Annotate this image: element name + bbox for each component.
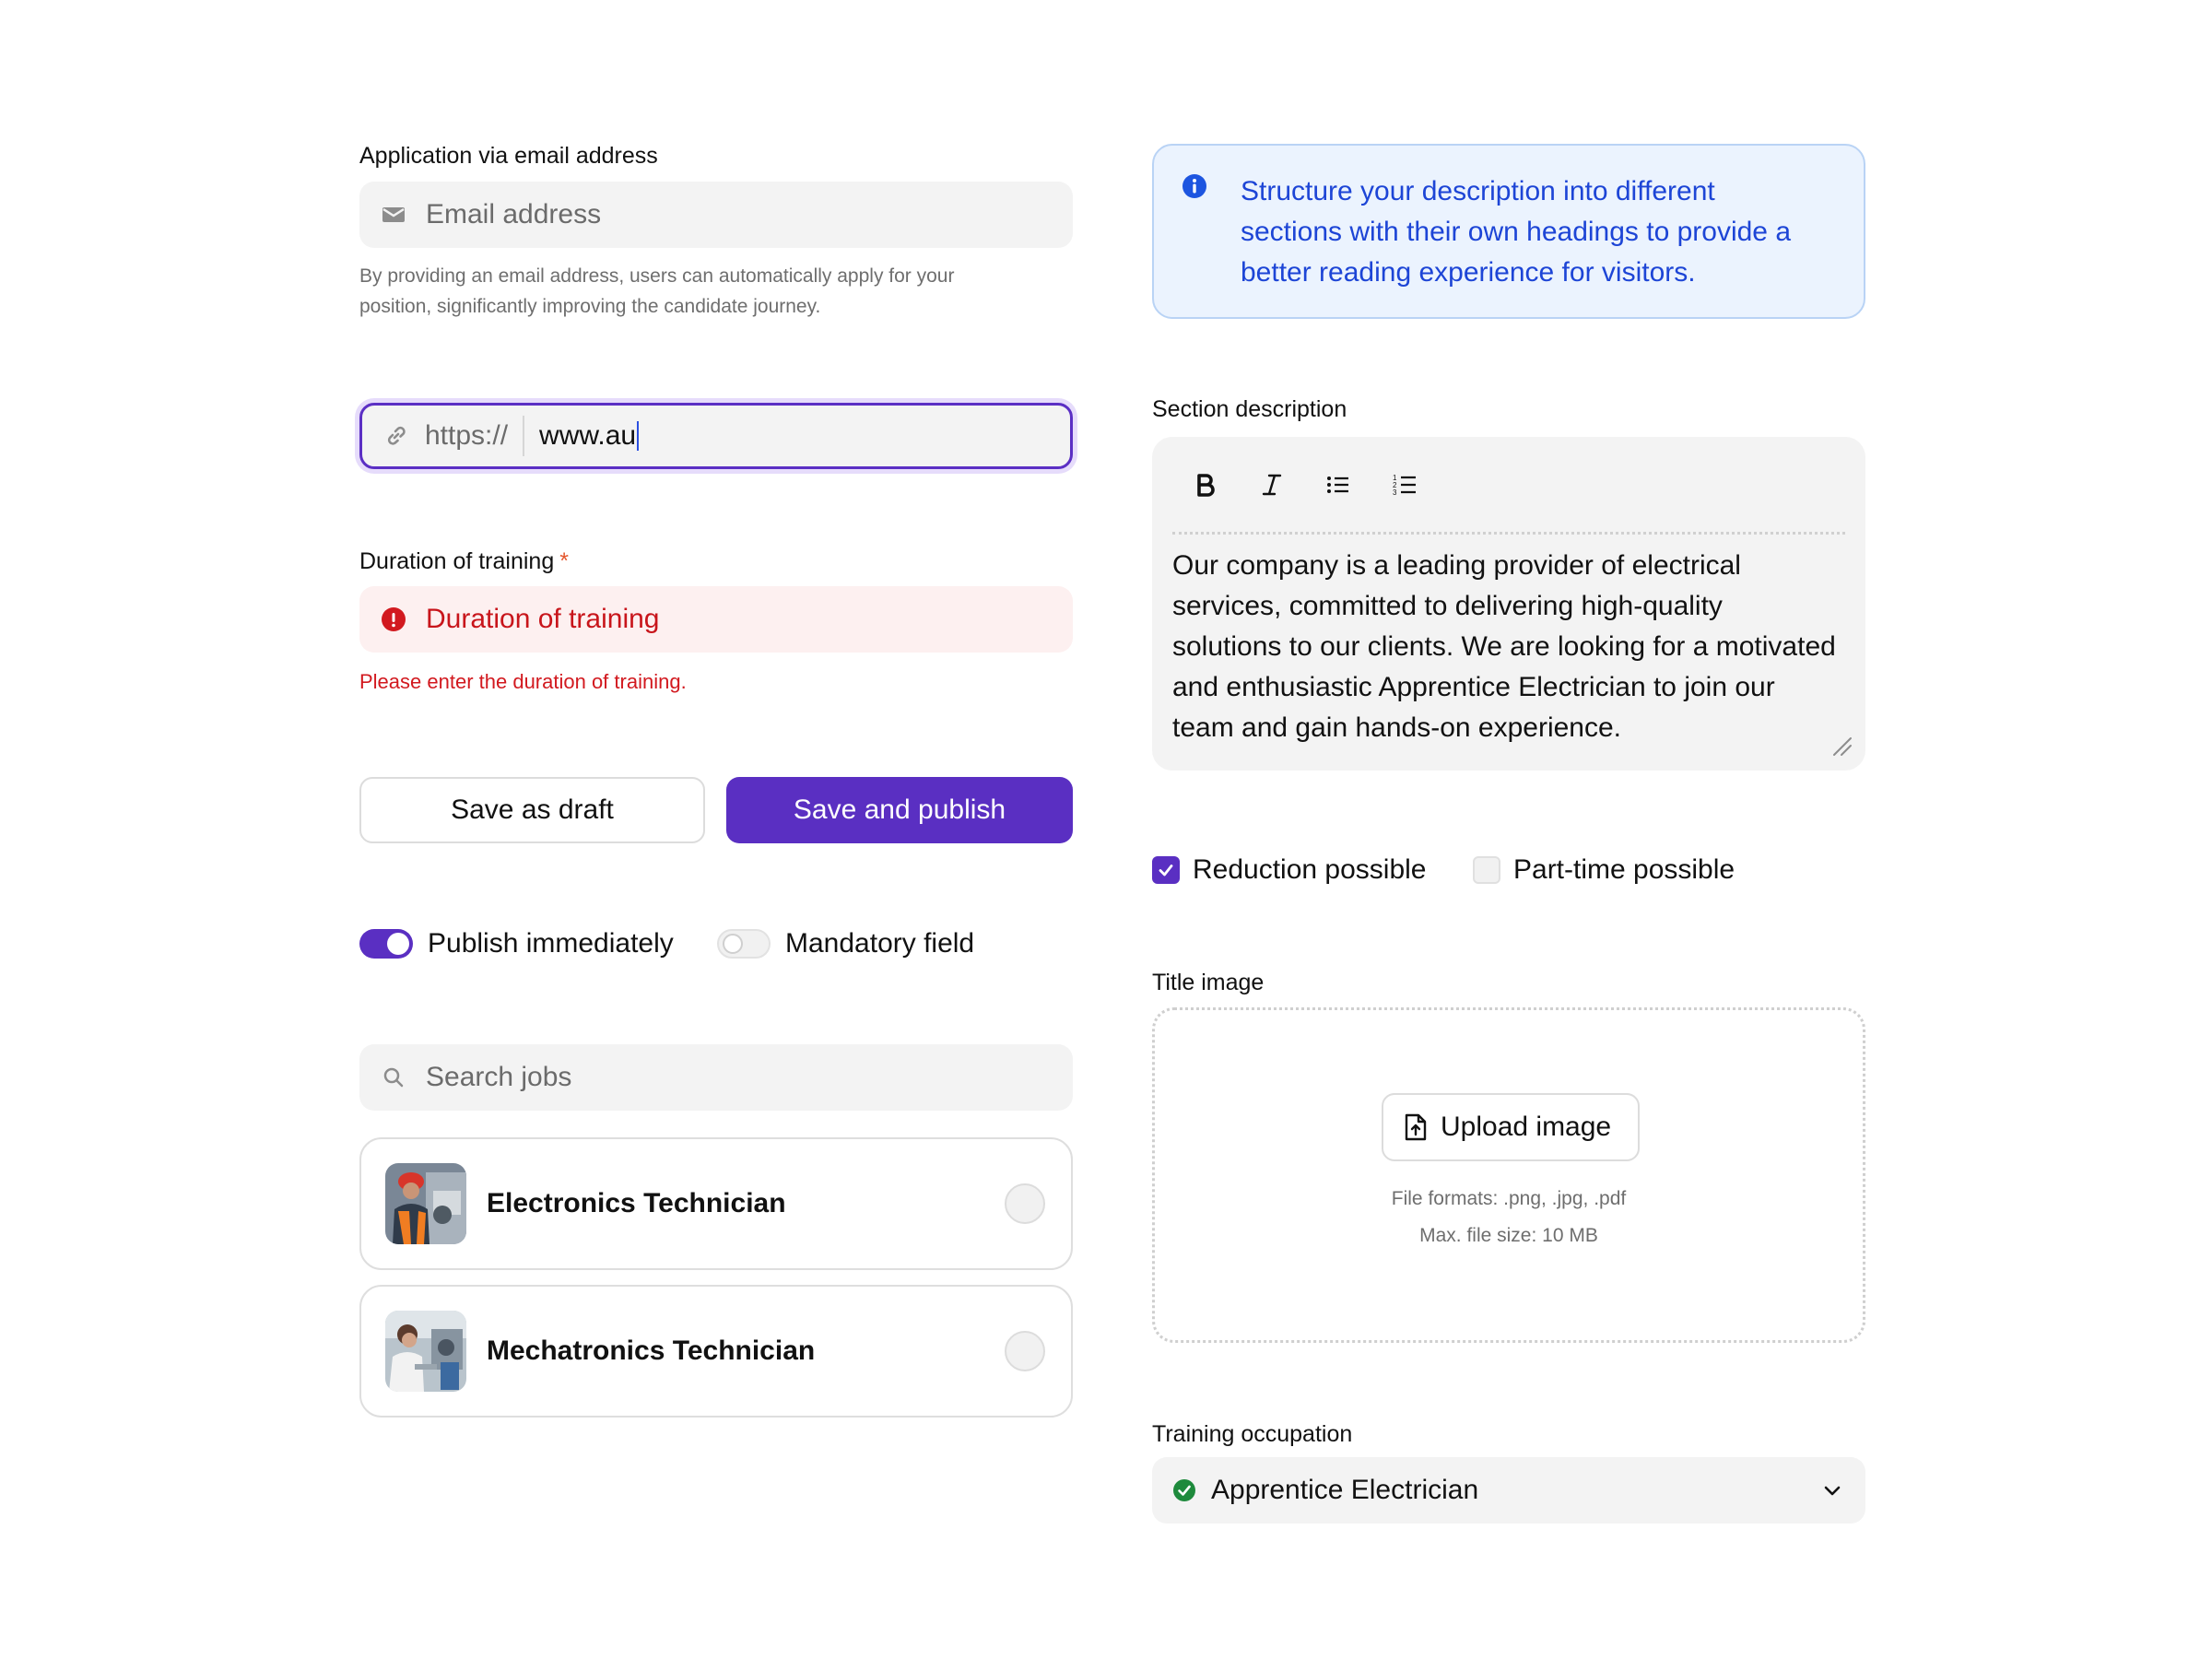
duration-input[interactable] [359, 586, 1073, 653]
save-publish-button[interactable]: Save and publish [726, 777, 1073, 843]
section-description-label: Section description [1152, 396, 1347, 422]
url-value: www.au [524, 420, 639, 452]
job-thumbnail-electronics [385, 1163, 466, 1244]
chevron-down-icon[interactable] [1823, 1484, 1841, 1497]
email-placeholder: Email address [426, 199, 602, 229]
image-dropzone[interactable] [1152, 1007, 1865, 1343]
job-thumbnail-mechatronics [385, 1311, 466, 1392]
bold-icon[interactable] [1172, 465, 1239, 505]
training-occupation-select[interactable] [1152, 1457, 1865, 1524]
reduction-possible-checkbox[interactable]: Reduction possible [1152, 854, 1427, 886]
email-helper-text: By providing an email address, users can automatically apply for your position, significantly improving the candidate journey. [359, 265, 955, 317]
resize-handle-icon[interactable] [1829, 733, 1853, 761]
job-card-electronics[interactable] [359, 1137, 1073, 1270]
numbered-list-icon[interactable] [1371, 465, 1438, 505]
training-occupation-label: Training occupation [1152, 1421, 1353, 1447]
bullet-list-icon[interactable] [1305, 465, 1371, 505]
svg-text:1: 1 [1393, 474, 1397, 482]
mandatory-field-toggle[interactable]: Mandatory field [717, 928, 974, 959]
check-circle-icon [1172, 1478, 1196, 1502]
part-time-possible-checkbox[interactable]: Part-time possible [1473, 854, 1735, 886]
search-icon [380, 1064, 407, 1091]
svg-text:2: 2 [1393, 481, 1397, 489]
save-draft-button[interactable]: Save as draft [359, 777, 705, 843]
editor-toolbar [1172, 465, 1438, 505]
file-upload-icon [1404, 1113, 1428, 1141]
checkbox-unchecked[interactable] [1473, 856, 1500, 884]
max-file-size-text: Max. file size: 10 MB [1419, 1225, 1598, 1246]
search-placeholder: Search jobs [426, 1062, 572, 1092]
info-text: Structure your description into different sections with their own headings to provide a better reading experience for visitors. [1241, 176, 1792, 288]
info-callout [1152, 144, 1865, 319]
duration-label: Duration of training * [359, 548, 569, 574]
job-card-mechatronics[interactable] [359, 1285, 1073, 1418]
toggle-switch-on[interactable] [359, 929, 413, 959]
svg-text:3: 3 [1393, 488, 1397, 497]
info-icon [1182, 173, 1207, 204]
upload-image-button[interactable]: Upload image [1382, 1093, 1640, 1161]
url-prefix: https:// [425, 416, 524, 456]
error-icon [380, 606, 407, 633]
job-select-radio[interactable] [1005, 1331, 1045, 1371]
url-input[interactable] [359, 403, 1073, 469]
required-mark: * [559, 548, 569, 574]
email-input[interactable] [359, 182, 1073, 248]
job-title: Mechatronics Technician [487, 1335, 816, 1366]
title-image-label: Title image [1152, 970, 1265, 995]
duration-placeholder: Duration of training [426, 604, 660, 634]
checkbox-checked[interactable] [1152, 856, 1180, 884]
job-select-radio[interactable] [1005, 1183, 1045, 1224]
text-caret [637, 421, 639, 451]
link-icon [382, 422, 410, 450]
selected-occupation: Apprentice Electrician [1211, 1475, 1479, 1505]
publish-immediately-toggle[interactable]: Publish immediately [359, 928, 674, 959]
italic-icon[interactable] [1239, 465, 1305, 505]
toolbar-divider [1172, 532, 1845, 535]
file-formats-text: File formats: .png, .jpg, .pdf [1391, 1188, 1627, 1209]
toggle-switch-off[interactable] [717, 929, 771, 959]
duration-error-message: Please enter the duration of training. [359, 670, 687, 693]
job-title: Electronics Technician [487, 1188, 786, 1218]
envelope-icon [380, 201, 407, 229]
section-description-text[interactable]: Our company is a leading provider of electrical services, committed to delivering high-quality solutions to our clients. We are looking for a motivated and enthusiastic Apprentice Electrician to join our team and gain hands-on experience. [1172, 550, 1836, 743]
rich-text-editor[interactable] [1152, 437, 1865, 771]
search-input[interactable] [359, 1044, 1073, 1111]
email-label: Application via email address [359, 143, 658, 169]
